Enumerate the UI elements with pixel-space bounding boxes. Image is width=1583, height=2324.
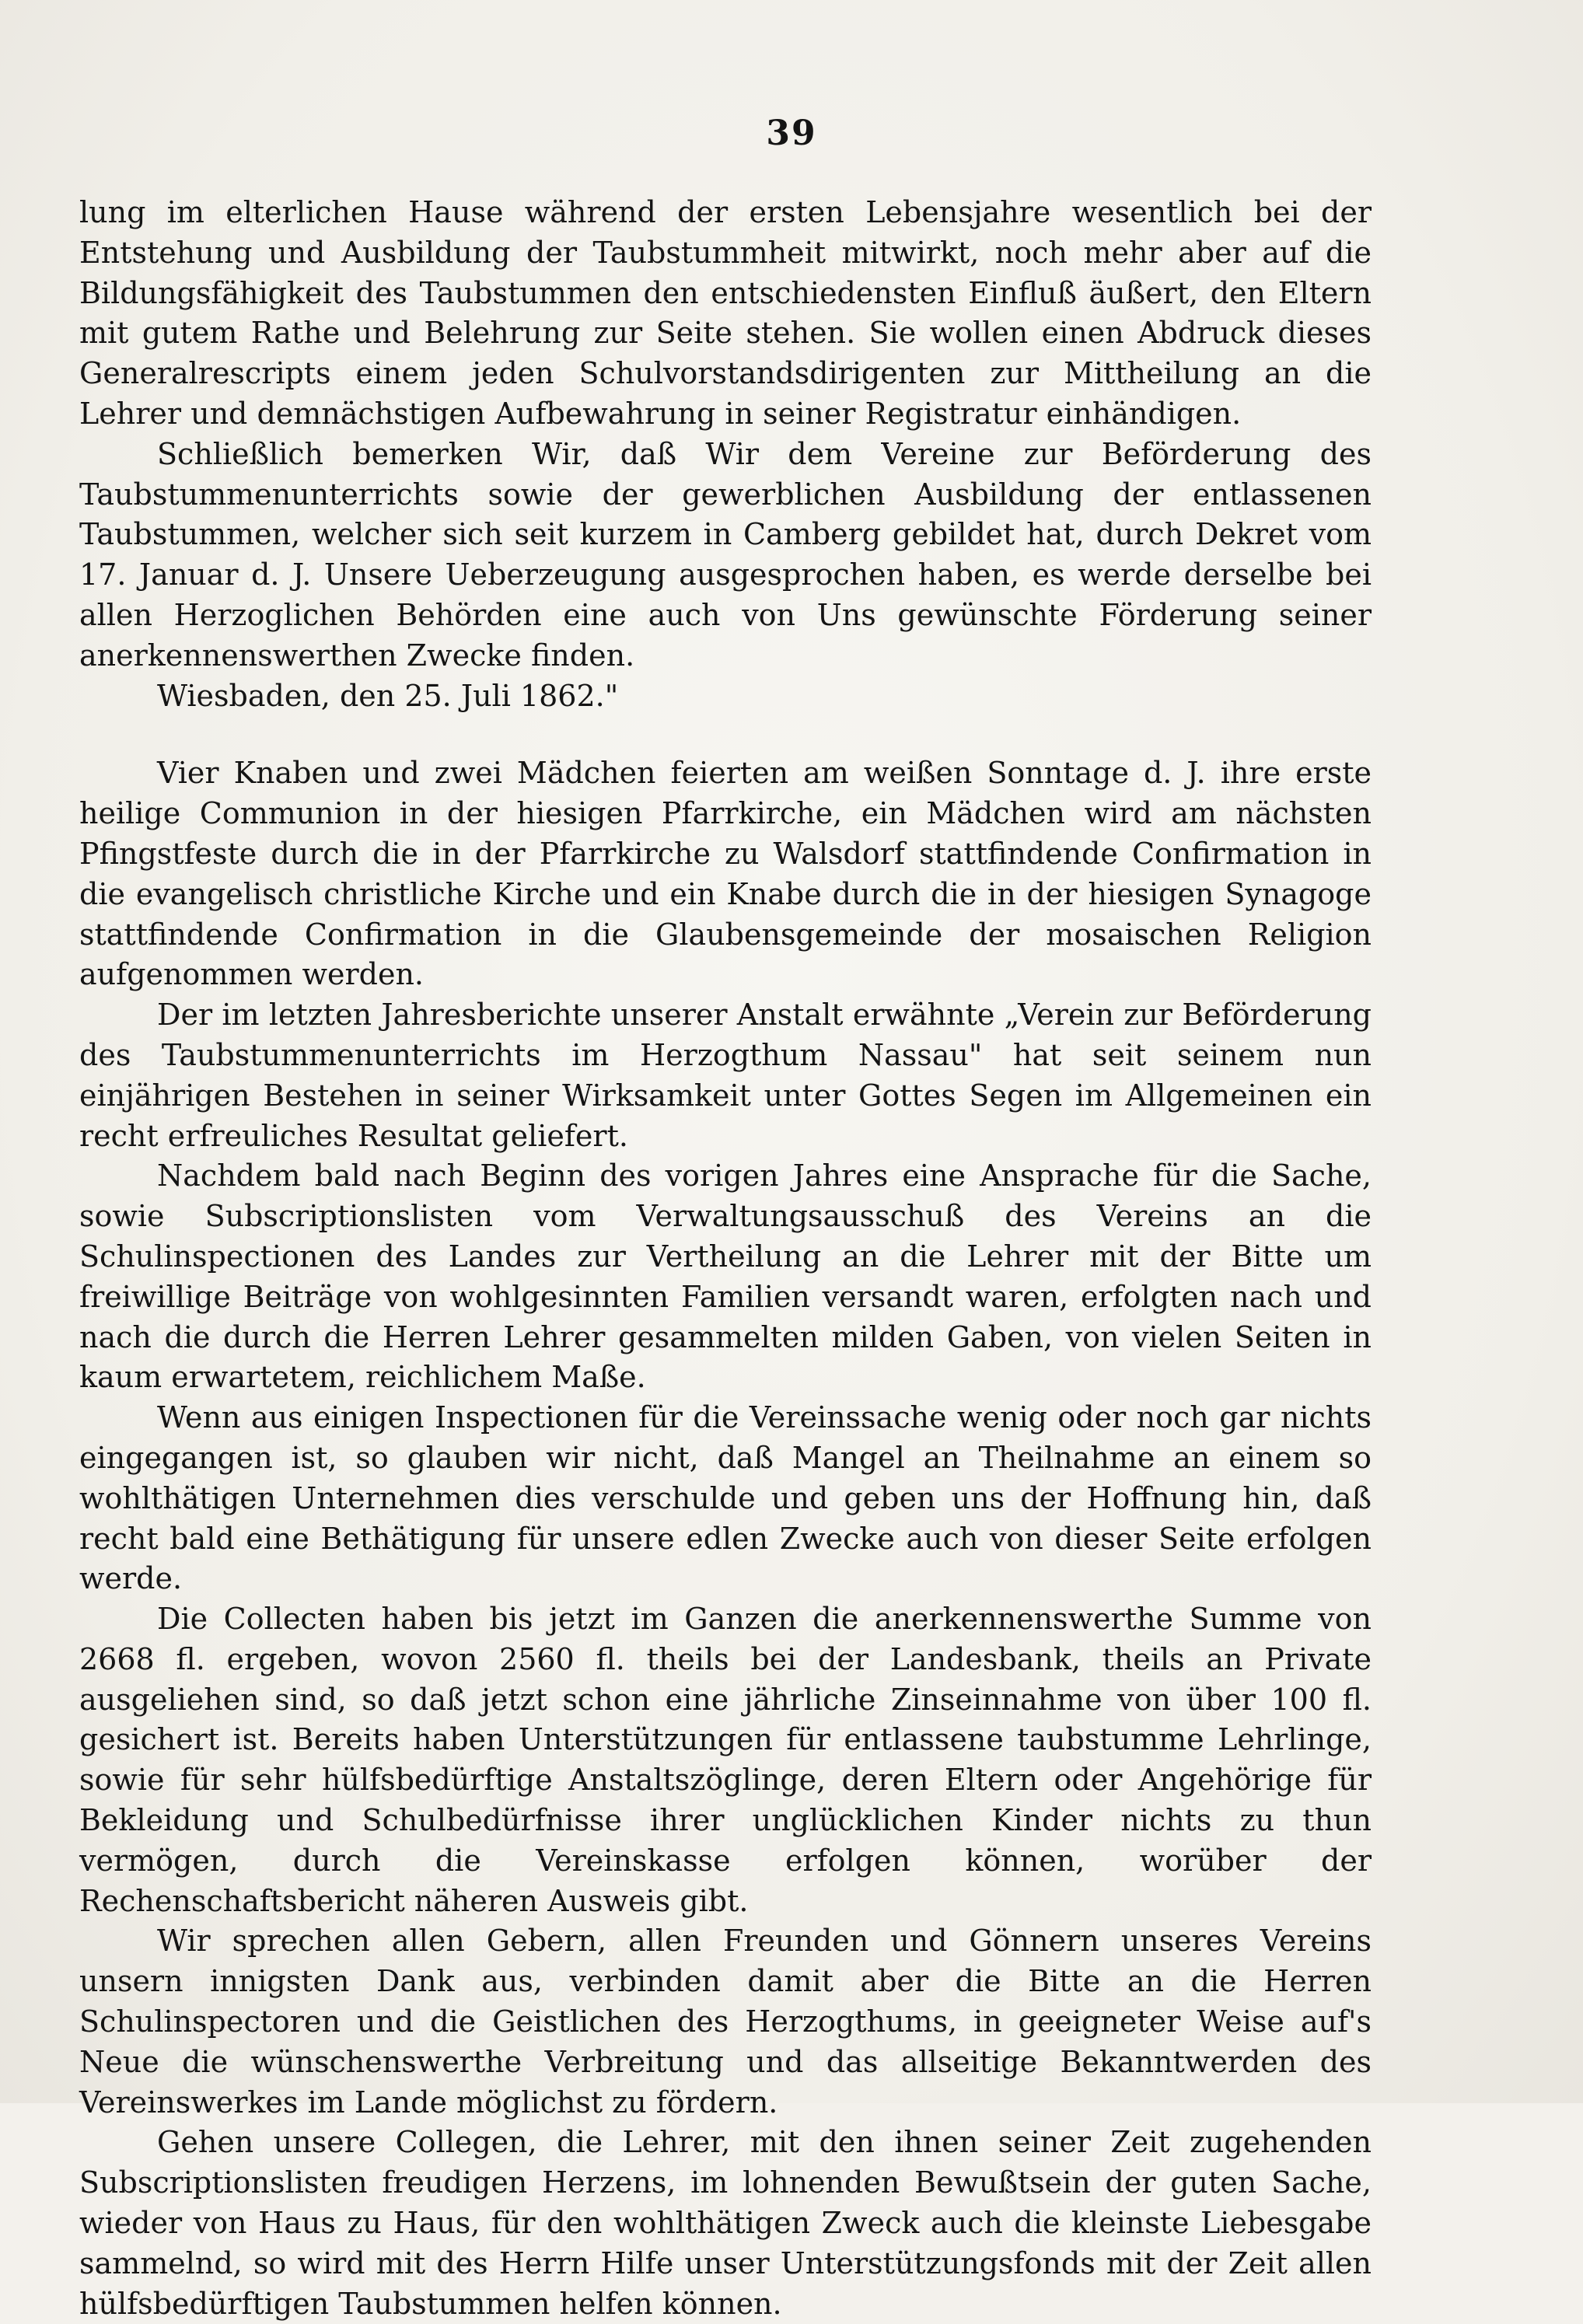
paragraph-subscriptions: Nachdem bald nach Beginn des vorigen Jahres eine Ansprache für die Sache, sowie Subscriptionslisten vom Verwaltungsausschuß des Vereins an die Schulinspectionen des Landes zur Vertheilung an die Lehrer mit der Bitte um freiwillige Beiträge von wohlgesinnten Familien versandt waren, erfolgten nach und nach die durch die Herren Lehrer gesammelten milden Gaben, von vielen Seiten in kaum erwartetem, reichlichem Maße.: [79, 1159, 1372, 1395]
paragraph-collections: Die Collecten haben bis jetzt im Ganzen die anerkennenswerthe Summe von 2668 fl. ergeben, wovon 2560 fl. theils bei der Landesbank, theils an Private ausgeliehen sind, so daß jetzt schon eine jährliche Zinseinnahme von über 100 fl. gesichert ist. Bereits haben Unterstützungen für entlassene taubstumme Lehrlinge, sowie für sehr hülfsbedürftige Anstaltszöglinge, deren Eltern oder Angehörige für Bekleidung und Schulbedürfnisse ihrer unglücklichen Kinder nichts zu thun vermögen, durch die Vereinskasse erfolgen können, worüber der Rechenschaftsbericht näheren Ausweis gibt.: [79, 1602, 1372, 1918]
paragraph-appeal: Gehen unsere Collegen, die Lehrer, mit den ihnen seiner Zeit zugehenden Subscriptionslisten freudigen Herzens, im lohnenden Bewußtsein der guten Sache, wieder von Haus zu Haus, für den wohlthätigen Zweck auch die kleinste Liebesgabe sammelnd, so wird mit des Herrn Hilfe unser Unterstützungsfonds mit der Zeit allen hülfsbedürftigen Taubstummen helfen können.: [79, 2125, 1372, 2321]
paragraph-inspections: Wenn aus einigen Inspectionen für die Vereinssache wenig oder noch gar nichts eingegangen ist, so glauben wir nicht, daß Mangel an Theilnahme an einem so wohlthätigen Unternehmen dies verschulde und geben uns der Hoffnung hin, daß recht bald eine Bethätigung für unsere edlen Zwecke auch von dieser Seite erfolgen werde.: [79, 1400, 1372, 1596]
decree-signoff: Wiesbaden, den 25. Juli 1862.": [157, 678, 619, 713]
paragraph-thanks: Wir sprechen allen Gebern, allen Freunden und Gönnern unseres Vereins unsern innigsten Dank aus, verbinden damit aber die Bitte an die Herren Schulinspectoren und die Geistlichen des Herzogthums, in geeigneter Weise auf's Neue die wünschenswerthe Verbreitung und das allseitige Bekanntwerden des Vereinswerkes im Lande möglichst zu fördern.: [79, 1924, 1372, 2120]
paragraph-decree-continuation: lung im elterlichen Hause während der ersten Lebensjahre wesentlich bei der Entstehung und Ausbildung der Taubstummheit mitwirkt, noch mehr aber auf die Bildungsfähigkeit des Taubstummen den entschiedensten Einfluß äußert, den Eltern mit gutem Rathe und Belehrung zur Seite stehen. Sie wollen einen Abdruck dieses Generalrescripts einem jeden Schulvorstandsdirigenten zur Mittheilung an die Lehrer und demnächstigen Aufbewahrung in seiner Registratur einhändigen.: [79, 195, 1372, 431]
paragraph-association: Der im letzten Jahresberichte unserer Anstalt erwähnte „Verein zur Beförderung des Taubstummenunterrichts im Herzogthum Nassau" hat seit seinem nun einjährigen Bestehen in seiner Wirksamkeit unter Gottes Segen im Allgemeinen ein recht erfreuliches Resultat geliefert.: [79, 998, 1372, 1153]
page-number: 39: [766, 114, 817, 153]
page-body: [79, 193, 1372, 2324]
paragraph-decree-closing: Schließlich bemerken Wir, daß Wir dem Vereine zur Beförderung des Taubstummenunterrichts sowie der gewerblichen Ausbildung der entlassenen Taubstummen, welcher sich seit kurzem in Camberg gebildet hat, durch Dekret vom 17. Januar d. J. Unsere Ueberzeugung ausgesprochen haben, es werde derselbe bei allen Herzoglichen Behörden eine auch von Uns gewünschte Förderung seiner anerkennenswerthen Zwecke finden.: [79, 436, 1372, 673]
paragraph-communion: Vier Knaben und zwei Mädchen feierten am weißen Sonntage d. J. ihre erste heilige Communion in der hiesigen Pfarrkirche, ein Mädchen wird am nächsten Pfingstfeste durch die in der Pfarrkirche zu Walsdorf stattfindende Confirmation in die evangelisch christliche Kirche und ein Knabe durch die in der hiesigen Synagoge stattfindende Confirmation in die Glaubensgemeinde der mosaischen Religion aufgenommen werden.: [79, 756, 1372, 992]
